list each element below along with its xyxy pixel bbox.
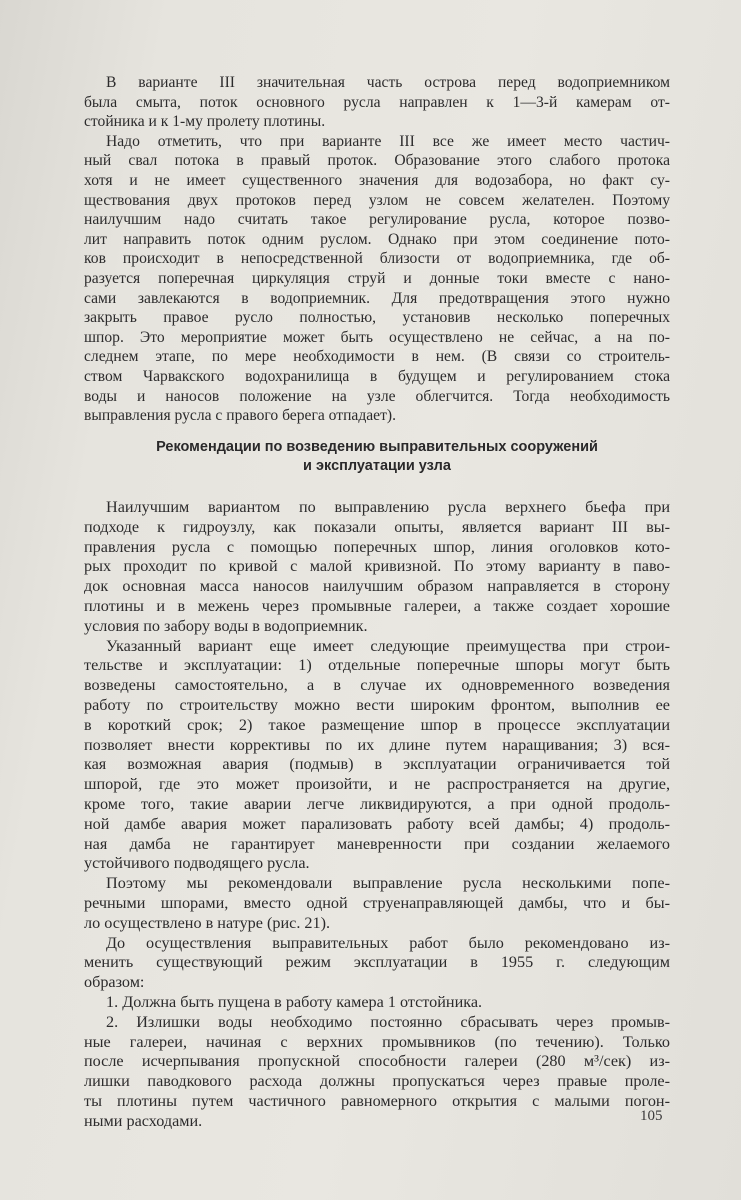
text-line: шпор. Это мероприятие может быть осуществлено не сейчас, а на по- — [84, 328, 670, 346]
paragraph — [84, 132, 670, 426]
heading-line-2: и эксплуатации узла — [303, 458, 451, 474]
text-line: закрыть правое русло полностью, установив несколько поперечных — [84, 309, 670, 327]
paragraph — [84, 73, 670, 132]
text-line: следнем этапе, по мере необходимости в нем. (В связи со строитель- — [84, 348, 670, 366]
text-line: сами завлекаются в водоприемник. Для предотвращения этого нужно — [84, 289, 670, 307]
text-line: возведены самостоятельно, а в случае их одновременного возведения — [84, 676, 670, 695]
text-line: ный свал потока в правый проток. Образование этого слабого протока — [84, 152, 670, 170]
text-line: ством Чарвакского водохранилища в будущем и регулированием стока — [84, 367, 670, 385]
paragraph — [84, 498, 670, 637]
text-line: стойника и к 1-му пролету плотины. — [84, 113, 326, 131]
text-line: Надо отметить, что при варианте III все же имеет место частич- — [106, 132, 670, 150]
text-line: Поэтому мы рекомендовали выправление русла несколькими попе- — [106, 874, 670, 893]
text-line: устойчивого подводящего русла. — [84, 854, 310, 873]
text-line: ные галереи, начиная с верхних промывников (по течению). Только — [84, 1032, 670, 1051]
text-line: плотины и в межень через промывные галереи, а также создает хорошие — [84, 596, 670, 615]
text-line: тельстве и эксплуатации: 1) отдельные поперечные шпоры могут быть — [84, 656, 670, 675]
page-number: 105 — [640, 1108, 663, 1124]
paragraph — [84, 874, 670, 933]
heading-line-1: Рекомендации по возведению выправительных сооружений — [156, 439, 598, 455]
text-line: В варианте III значительная часть острова перед водоприемником — [106, 74, 670, 91]
text-line: разуется поперечная циркуляция струй и донные токи вместе с нано- — [84, 269, 670, 287]
text-line: после исчерпывания пропускной способности галереи (280 м³/сек) из- — [84, 1052, 670, 1071]
text-line: воды и наносов положение на узле облегчится. Тогда необходимость — [84, 387, 670, 405]
text-line: лишки паводкового расхода должны пропускаться через правые проле- — [84, 1072, 670, 1091]
paragraph — [84, 993, 670, 1013]
section-heading — [84, 438, 670, 476]
text-line: речными шпорами, вместо одной струенаправляющей дамбы, что и бы- — [84, 893, 670, 912]
paragraph — [84, 1013, 670, 1132]
text-line: в короткий срок; 2) такое размещение шпор в процессе эксплуатации — [84, 715, 670, 734]
text-line: кроме того, такие аварии легче ликвидируются, а при одной продоль- — [84, 794, 670, 813]
text-line: рых проходит по кривой с малой кривизной. По этому варианту в паво- — [84, 557, 670, 576]
text-line: Указанный вариант еще имеет следующие преимущества при строи- — [106, 636, 670, 655]
paragraph — [84, 934, 670, 993]
text-line: ными расходами. — [84, 1111, 203, 1130]
text-line: наилучшим надо считать такое регулирование русла, которое позво- — [84, 211, 670, 229]
text-line: док основная масса наносов наилучшим образом направляется в сторону — [84, 577, 670, 596]
text-line: Наилучшим вариантом по выправлению русла верхнего бьефа при — [106, 498, 670, 516]
text-line: ществования двух протоков перед узлом не совсем желателен. Поэтому — [84, 191, 670, 209]
text-line: подходе к гидроузлу, как показали опыты, является вариант III вы- — [84, 517, 670, 536]
text-line: условия по забору воды в водоприемник. — [84, 616, 368, 635]
text-line: хотя и не имеет существенного значения для водозабора, но факт су- — [84, 171, 670, 189]
text-line: выправления русла с правого берега отпадает). — [84, 407, 397, 425]
text-line: работу по строительству можно вести широким фронтом, выполнив ее — [84, 695, 670, 714]
text-line: шпорой, где это может произойти, и не распространяется на другие, — [84, 775, 670, 794]
text-line: До осуществления выправительных работ было рекомендовано из- — [106, 933, 670, 952]
text-line: ная дамба не гарантирует маневренности при создании желаемого — [84, 834, 670, 853]
text-line: ной дамбе авария может парализовать работу всей дамбы; 4) продоль- — [84, 814, 670, 833]
section-1-text — [84, 73, 670, 426]
text-line: образом: — [84, 973, 145, 992]
paragraph — [84, 637, 670, 875]
text-line: была смыта, поток основного русла направлен к 1—3-й камерам от- — [84, 93, 670, 111]
text-line: ло осуществлено в натуре (рис. 21). — [84, 913, 331, 932]
text-line: кая возможная авария (подмыв) в эксплуатации ограничивается той — [84, 755, 670, 774]
text-line: позволяет внести коррективы по их длине путем наращивания; 3) вся- — [84, 735, 670, 754]
text-line: 2. Излишки воды необходимо постоянно сбрасывать через промыв- — [106, 1012, 670, 1031]
text-line: правления русла с помощью поперечных шпор, линия оголовков кото- — [84, 537, 670, 556]
text-line: менить существующий режим эксплуатации в 1955 г. следующим — [84, 953, 670, 972]
text-line: ков происходит в непосредственной близости от водоприемника, где об- — [84, 250, 670, 268]
text-line: лит направить поток одним руслом. Однако при этом соединение пото- — [84, 230, 670, 248]
section-2-text — [84, 498, 670, 1132]
text-line: 1. Должна быть пущена в работу камера 1 отстойника. — [106, 992, 483, 1011]
text-line: ты плотины путем частичного равномерного открытия с малыми погон- — [84, 1091, 670, 1110]
